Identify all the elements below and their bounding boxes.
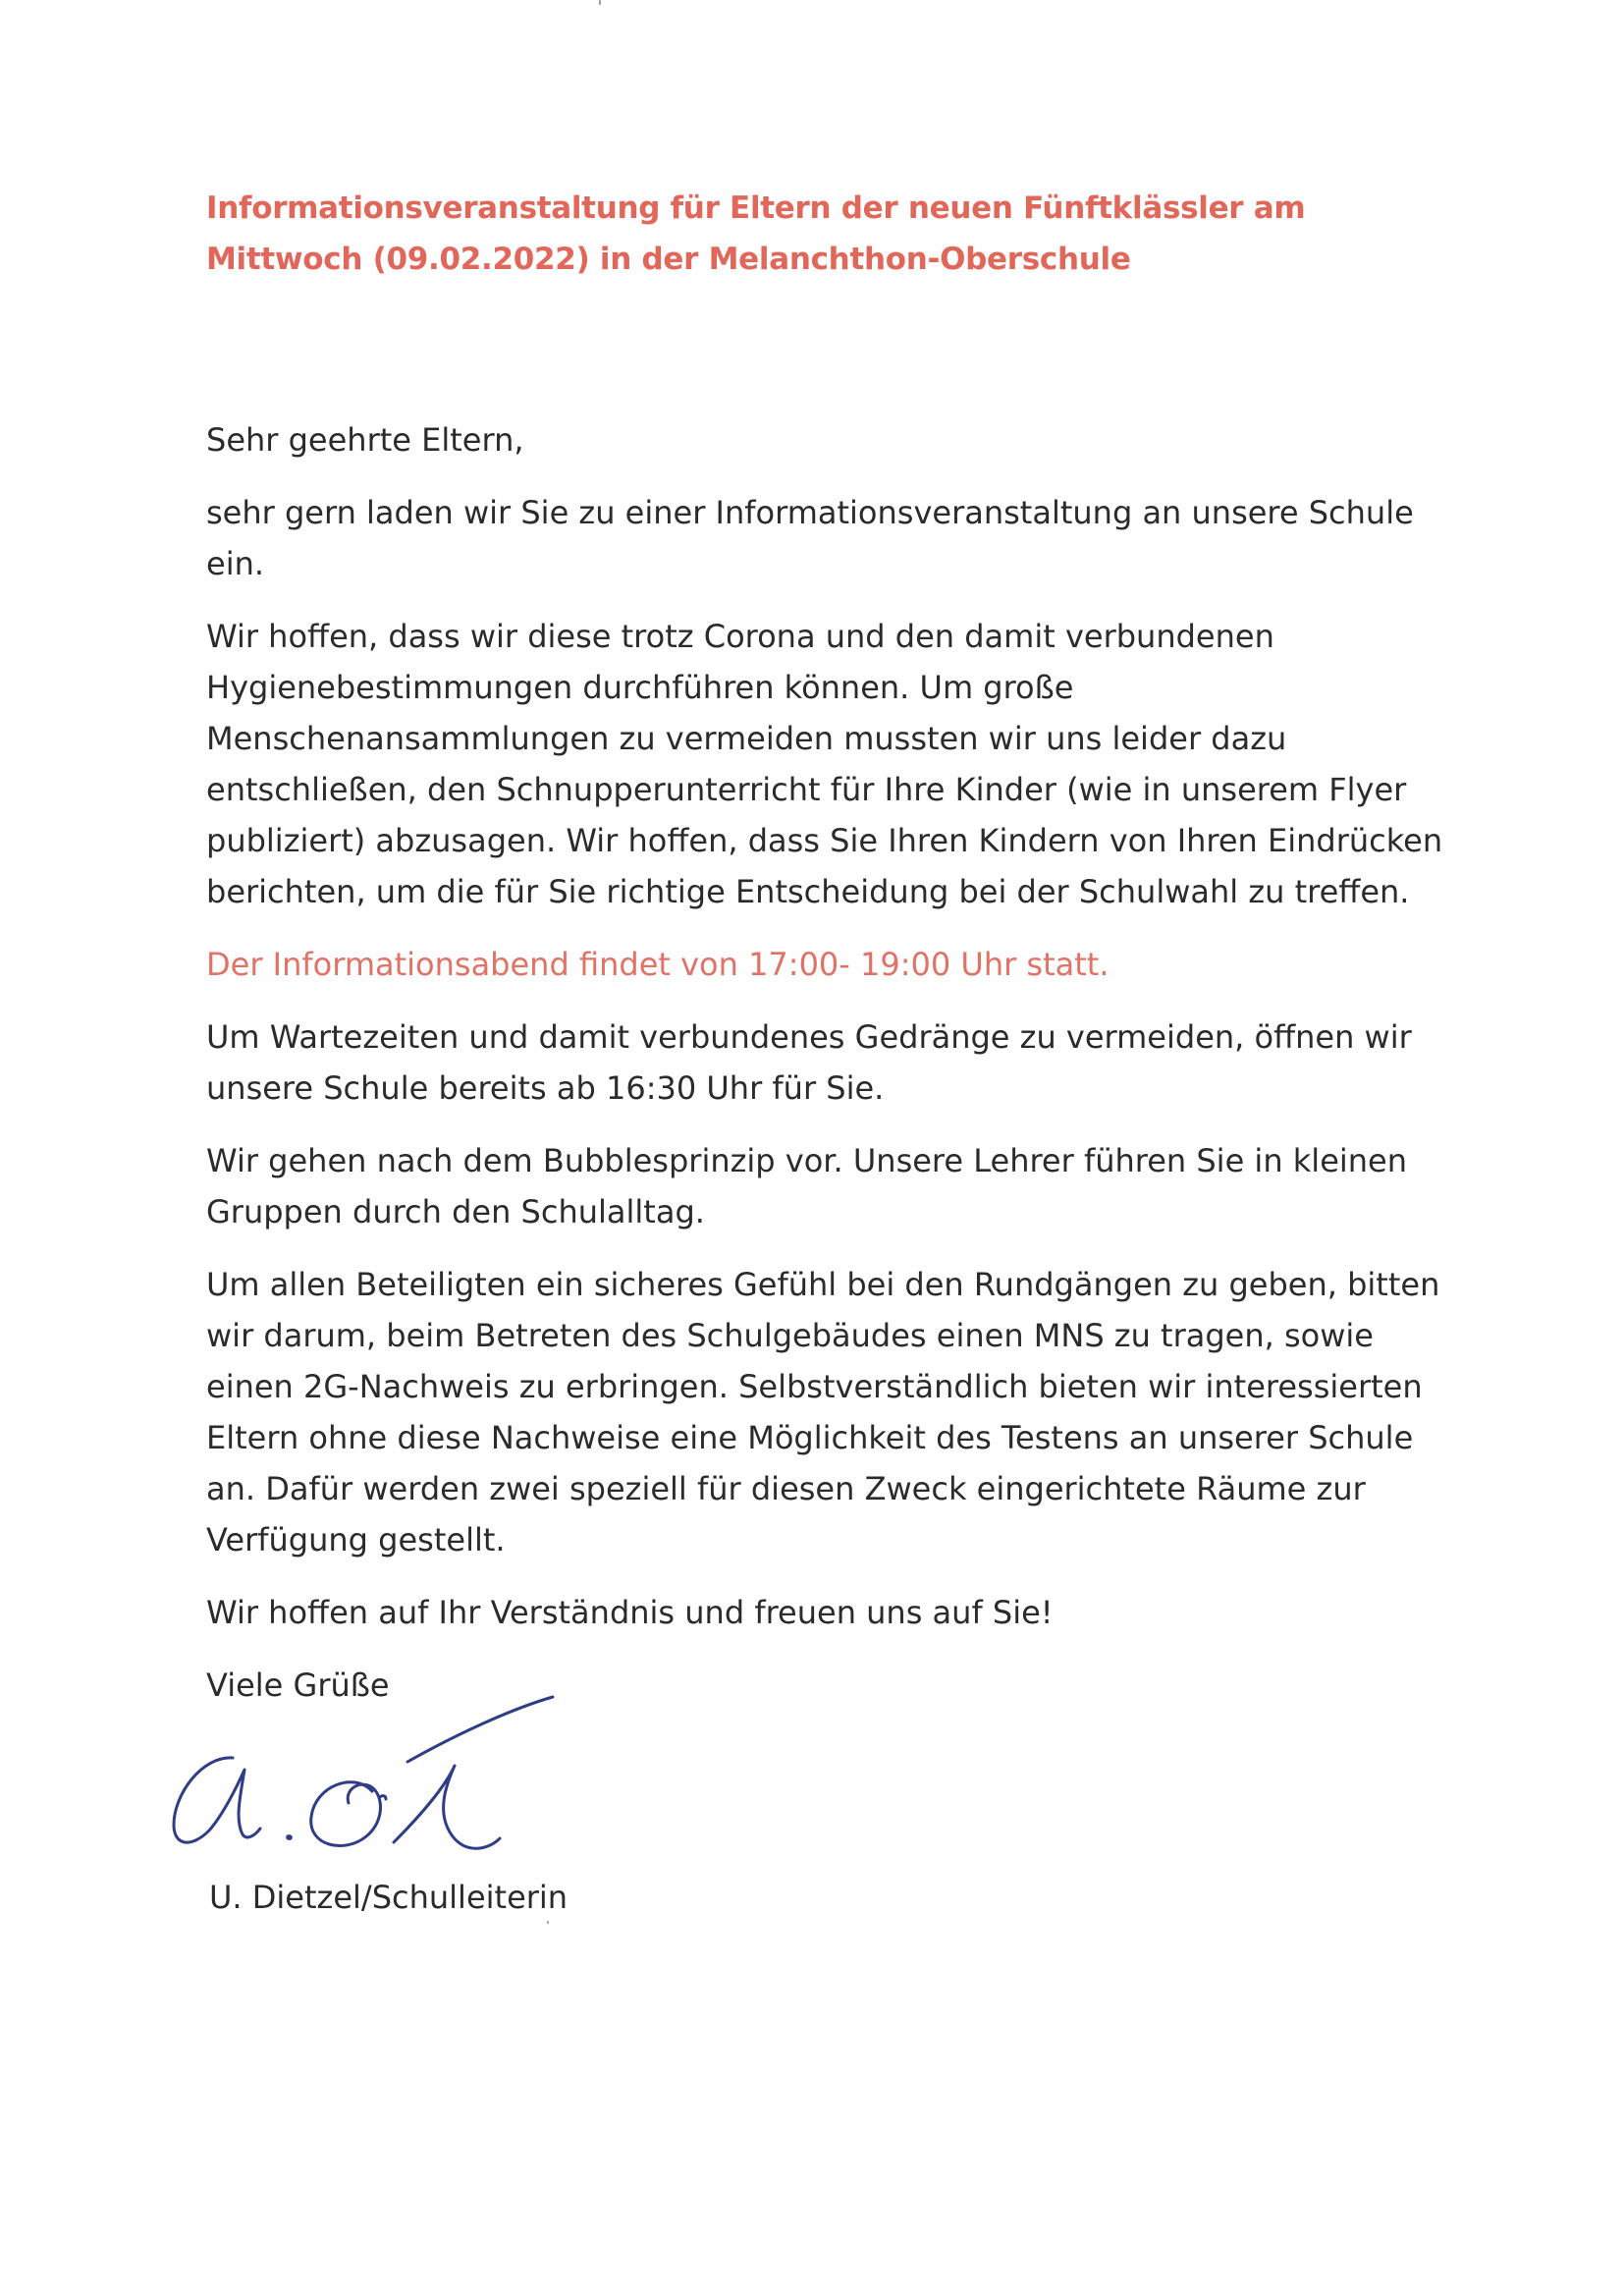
closing-greeting: Viele Grüße <box>206 1667 390 1704</box>
paragraph-safety-rules: Um allen Beteiligten ein sicheres Gefühl bei den Rundgängen zu geben, bitten wir darum, beim Betreten des Schulgebäudes einen MNS zu tragen, sowie einen 2G-Nachweis zu erbringen. Selbstverständlich bieten wir interessierten Eltern ohne diese Nachweise eine Möglichkeit des Testens an unserer Schule an. Dafür werden zwei speziell für diesen Zweck eingerichtete Räume zur Verfügung gestellt. <box>206 1266 1440 1558</box>
scan-speck <box>599 0 601 5</box>
paragraph-bubble-principle: Wir gehen nach dem Bubblesprinzip vor. Unsere Lehrer führen Sie in kleinen Gruppen durch den Schulalltag. <box>206 1142 1408 1230</box>
handwritten-signature <box>162 1689 604 1866</box>
paragraph-opening-time: Um Wartezeiten und damit verbundenes Gedränge zu vermeiden, öffnen wir unsere Schule bereits ab 16:30 Uhr für Sie. <box>206 1018 1412 1107</box>
salutation: Sehr geehrte Eltern, <box>206 421 524 459</box>
paragraph-event-time: Der Informationsabend findet von 17:00- 19:00 Uhr statt. <box>206 946 1110 983</box>
paragraph-hygiene: Wir hoffen, dass wir diese trotz Corona und den damit verbundenen Hygienebestimmungen durchführen können. Um große Menschenansammlungen zu vermeiden mussten wir uns leider dazu entschließen, den Schnupperunterricht für Ihre Kinder (wie in unserem Flyer publiziert) abzusagen. Wir hoffen, dass Sie Ihren Kindern von Ihren Eindrücken berichten, um die für Sie richtige Entscheidung bei der Schulwahl zu treffen. <box>206 618 1443 910</box>
paragraph-invitation: sehr gern laden wir Sie zu einer Informationsveranstaltung an unsere Schule ein. <box>206 494 1414 582</box>
signer-name: U. Dietzel/Schulleiterin <box>209 1879 568 1916</box>
letter-title: Informationsveranstaltung für Eltern der neuen Fünftklässler am Mittwoch (09.02.2022) in der Melanchthon-Oberschule <box>206 191 1306 277</box>
paragraph-thanks: Wir hoffen auf Ihr Verständnis und freuen uns auf Sie! <box>206 1594 1054 1631</box>
scan-speck <box>547 1921 549 1924</box>
letter-content <box>206 183 1453 1711</box>
